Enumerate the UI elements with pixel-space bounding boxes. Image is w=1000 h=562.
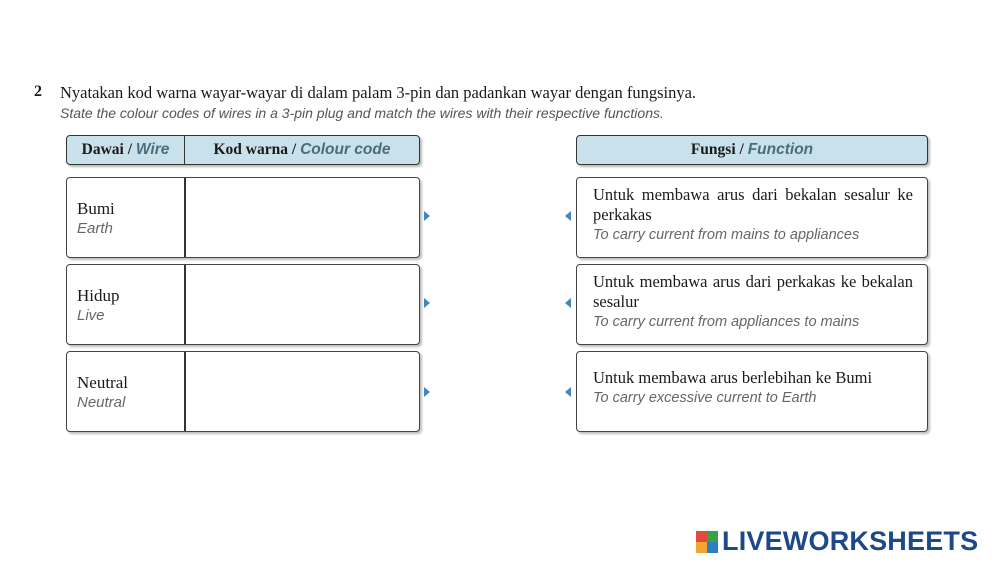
wire-row-earth — [66, 177, 420, 258]
function-header-en: Function — [747, 141, 814, 158]
function-row-1 — [576, 177, 928, 258]
function-header-ms: Fungsi / — [690, 141, 744, 158]
match-point-right-3[interactable] — [565, 387, 571, 397]
wire-name-ms: Hidup — [77, 286, 120, 305]
wire-column-header — [67, 136, 185, 164]
wire-name-cell — [67, 178, 186, 257]
function-text-en: To carry excessive current to Earth — [593, 390, 817, 406]
colour-code-input[interactable] — [186, 178, 419, 257]
liveworksheets-logo — [696, 526, 978, 557]
code-header-en: Colour code — [300, 141, 391, 158]
wire-name-ms: Bumi — [77, 199, 115, 218]
wire-header-ms: Dawai / — [81, 141, 133, 158]
wire-name-cell — [67, 265, 186, 344]
function-row-3 — [576, 351, 928, 432]
wire-name-en: Neutral — [77, 394, 126, 411]
function-text-en: To carry current from appliances to mains — [593, 314, 860, 330]
question-text-english: State the colour codes of wires in a 3-pin plug and match the wires with their respective functions. — [60, 105, 664, 121]
wire-name-cell — [67, 352, 186, 431]
colour-code-column-header — [185, 136, 419, 164]
wire-name-en: Earth — [77, 220, 113, 237]
colour-code-input[interactable] — [186, 265, 419, 344]
wire-row-live — [66, 264, 420, 345]
question-number: 2 — [34, 83, 42, 100]
question-text: Nyatakan kod warna wayar-wayar di dalam palam 3-pin dan padankan wayar dengan fungsinya. — [60, 83, 697, 102]
function-table-header — [576, 135, 928, 165]
function-column-header — [577, 136, 927, 164]
wire-name-ms: Neutral — [77, 373, 128, 392]
logo-text: LIVEWORKSHEETS — [722, 526, 979, 556]
wire-row-neutral — [66, 351, 420, 432]
function-text-ms: Untuk membawa arus dari perkakas ke bekalan sesalur — [593, 272, 913, 311]
function-text-en: To carry current from mains to appliances — [593, 227, 860, 243]
wire-name-en: Live — [77, 307, 105, 324]
function-text-ms: Untuk membawa arus berlebihan ke Bumi — [593, 368, 873, 387]
code-header-ms: Kod warna / — [213, 141, 297, 158]
colour-code-input[interactable] — [186, 352, 419, 431]
wire-header-en: Wire — [135, 141, 170, 158]
match-point-left-1[interactable] — [424, 211, 430, 221]
function-text-ms: Untuk membawa arus dari bekalan sesalur ke perkakas — [593, 185, 913, 224]
wire-table-header — [66, 135, 420, 165]
function-row-2 — [576, 264, 928, 345]
match-point-left-2[interactable] — [424, 298, 430, 308]
match-point-right-1[interactable] — [565, 211, 571, 221]
match-point-right-2[interactable] — [565, 298, 571, 308]
logo-cubes-icon — [696, 531, 718, 553]
match-point-left-3[interactable] — [424, 387, 430, 397]
